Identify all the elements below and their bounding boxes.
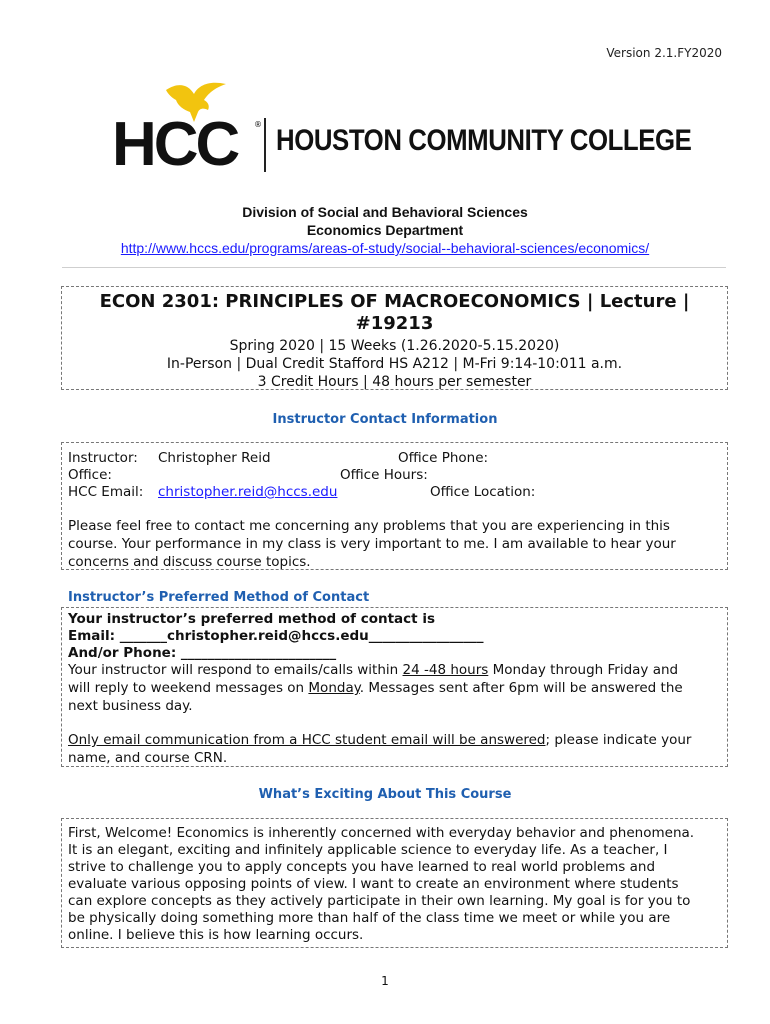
email-policy-tail: ; please indicate your (545, 732, 692, 748)
response-text-a: Your instructor will respond to emails/calls within (68, 662, 403, 678)
preferred-contact-box (61, 607, 728, 767)
email-policy-text: Only email communication from a HCC student email will be answered (68, 732, 546, 748)
course-location: In-Person | Dual Credit Stafford HS A212 | M-Fri 9:14-10:011 a.m. (166, 356, 623, 372)
office-phone-label: Office Phone: (398, 450, 489, 466)
exciting-heading: What’s Exciting About This Course (258, 787, 512, 802)
office-label: Office: (68, 467, 112, 483)
office-location-label: Office Location: (430, 484, 536, 500)
preferred-phone-line: And/or Phone: _______________________ (68, 645, 337, 661)
preferred-line1: Your instructor’s preferred method of contact is (68, 611, 435, 627)
weekend-day: Monday (308, 680, 360, 696)
department-title: Economics Department (306, 222, 464, 238)
page-number: 1 (381, 974, 389, 988)
weekend-text-c: . Messages sent after 6pm will be answered the (359, 680, 683, 696)
next-business-day-line: next business day. (68, 698, 193, 714)
contact-heading: Instructor Contact Information (272, 412, 498, 427)
response-hours: 24 -48 hours (402, 662, 489, 678)
header-divider (62, 267, 726, 268)
exciting-line: be physically doing something more than half of the class time we meet or while you are (68, 910, 671, 926)
instructor-label: Instructor: (68, 450, 138, 466)
crn-line: name, and course CRN. (68, 750, 228, 766)
division-title: Division of Social and Behavioral Sciences (242, 204, 528, 220)
response-time-line (68, 661, 678, 679)
exciting-line: online. I believe this is how learning occurs. (68, 927, 364, 943)
logo-divider (264, 118, 266, 172)
instructor-email-link[interactable]: christopher.reid@hccs.edu (158, 484, 338, 500)
preferred-email-line: Email: _______christopher.reid@hccs.edu_________________ (68, 628, 484, 644)
preferred-contact-heading: Instructor’s Preferred Method of Contact (68, 590, 370, 605)
course-term: Spring 2020 | 15 Weeks (1.26.2020-5.15.2020) (229, 338, 560, 354)
course-title (62, 291, 727, 335)
office-hours-label: Office Hours: (340, 467, 428, 483)
exciting-line: First, Welcome! Economics is inherently concerned with everyday behavior and phenomena. (68, 825, 695, 841)
course-title-line2: #19213 (355, 313, 434, 334)
registered-mark: ® (254, 120, 262, 129)
contact-note-line1: Please feel free to contact me concerning any problems that you are experiencing in this (68, 518, 670, 534)
weekend-line (68, 679, 683, 697)
contact-note-line2: course. Your performance in my class is very important to me. I am available to hear your (68, 536, 676, 552)
department-link[interactable]: http://www.hccs.edu/programs/areas-of-study/social--behavioral-sciences/economics/ (120, 240, 650, 256)
exciting-line: can explore concepts as they actively participate in their own learning. My goal is for you to (68, 893, 691, 909)
course-info-box (61, 286, 728, 390)
weekend-text-a: will reply to weekend messages on (68, 680, 309, 696)
logo-letters: HCC (112, 110, 238, 179)
response-text-c: Monday through Friday and (488, 662, 679, 678)
course-title-line1: ECON 2301: PRINCIPLES OF MACROECONOMICS | Lecture | (99, 291, 690, 312)
contact-info-box (61, 442, 728, 570)
exciting-box (61, 818, 728, 948)
exciting-line: strive to challenge you to apply concepts you have learned to real world problems and (68, 859, 656, 875)
college-name: HOUSTON COMMUNITY COLLEGE (276, 124, 692, 157)
email-label: HCC Email: (68, 484, 144, 500)
hcc-logo (112, 80, 692, 180)
exciting-line: evaluate various opposing points of view. I want to create an environment where students (68, 876, 679, 892)
version-label: Version 2.1.FY2020 (606, 46, 722, 60)
course-hours: 3 Credit Hours | 48 hours per semester (257, 374, 532, 390)
contact-note-line3: concerns and discuss course topics. (68, 554, 311, 570)
exciting-line: It is an elegant, exciting and infinitely applicable science to everyday life. As a teacher, I (68, 842, 668, 858)
instructor-name: Christopher Reid (158, 450, 271, 466)
email-policy-line (68, 731, 691, 749)
